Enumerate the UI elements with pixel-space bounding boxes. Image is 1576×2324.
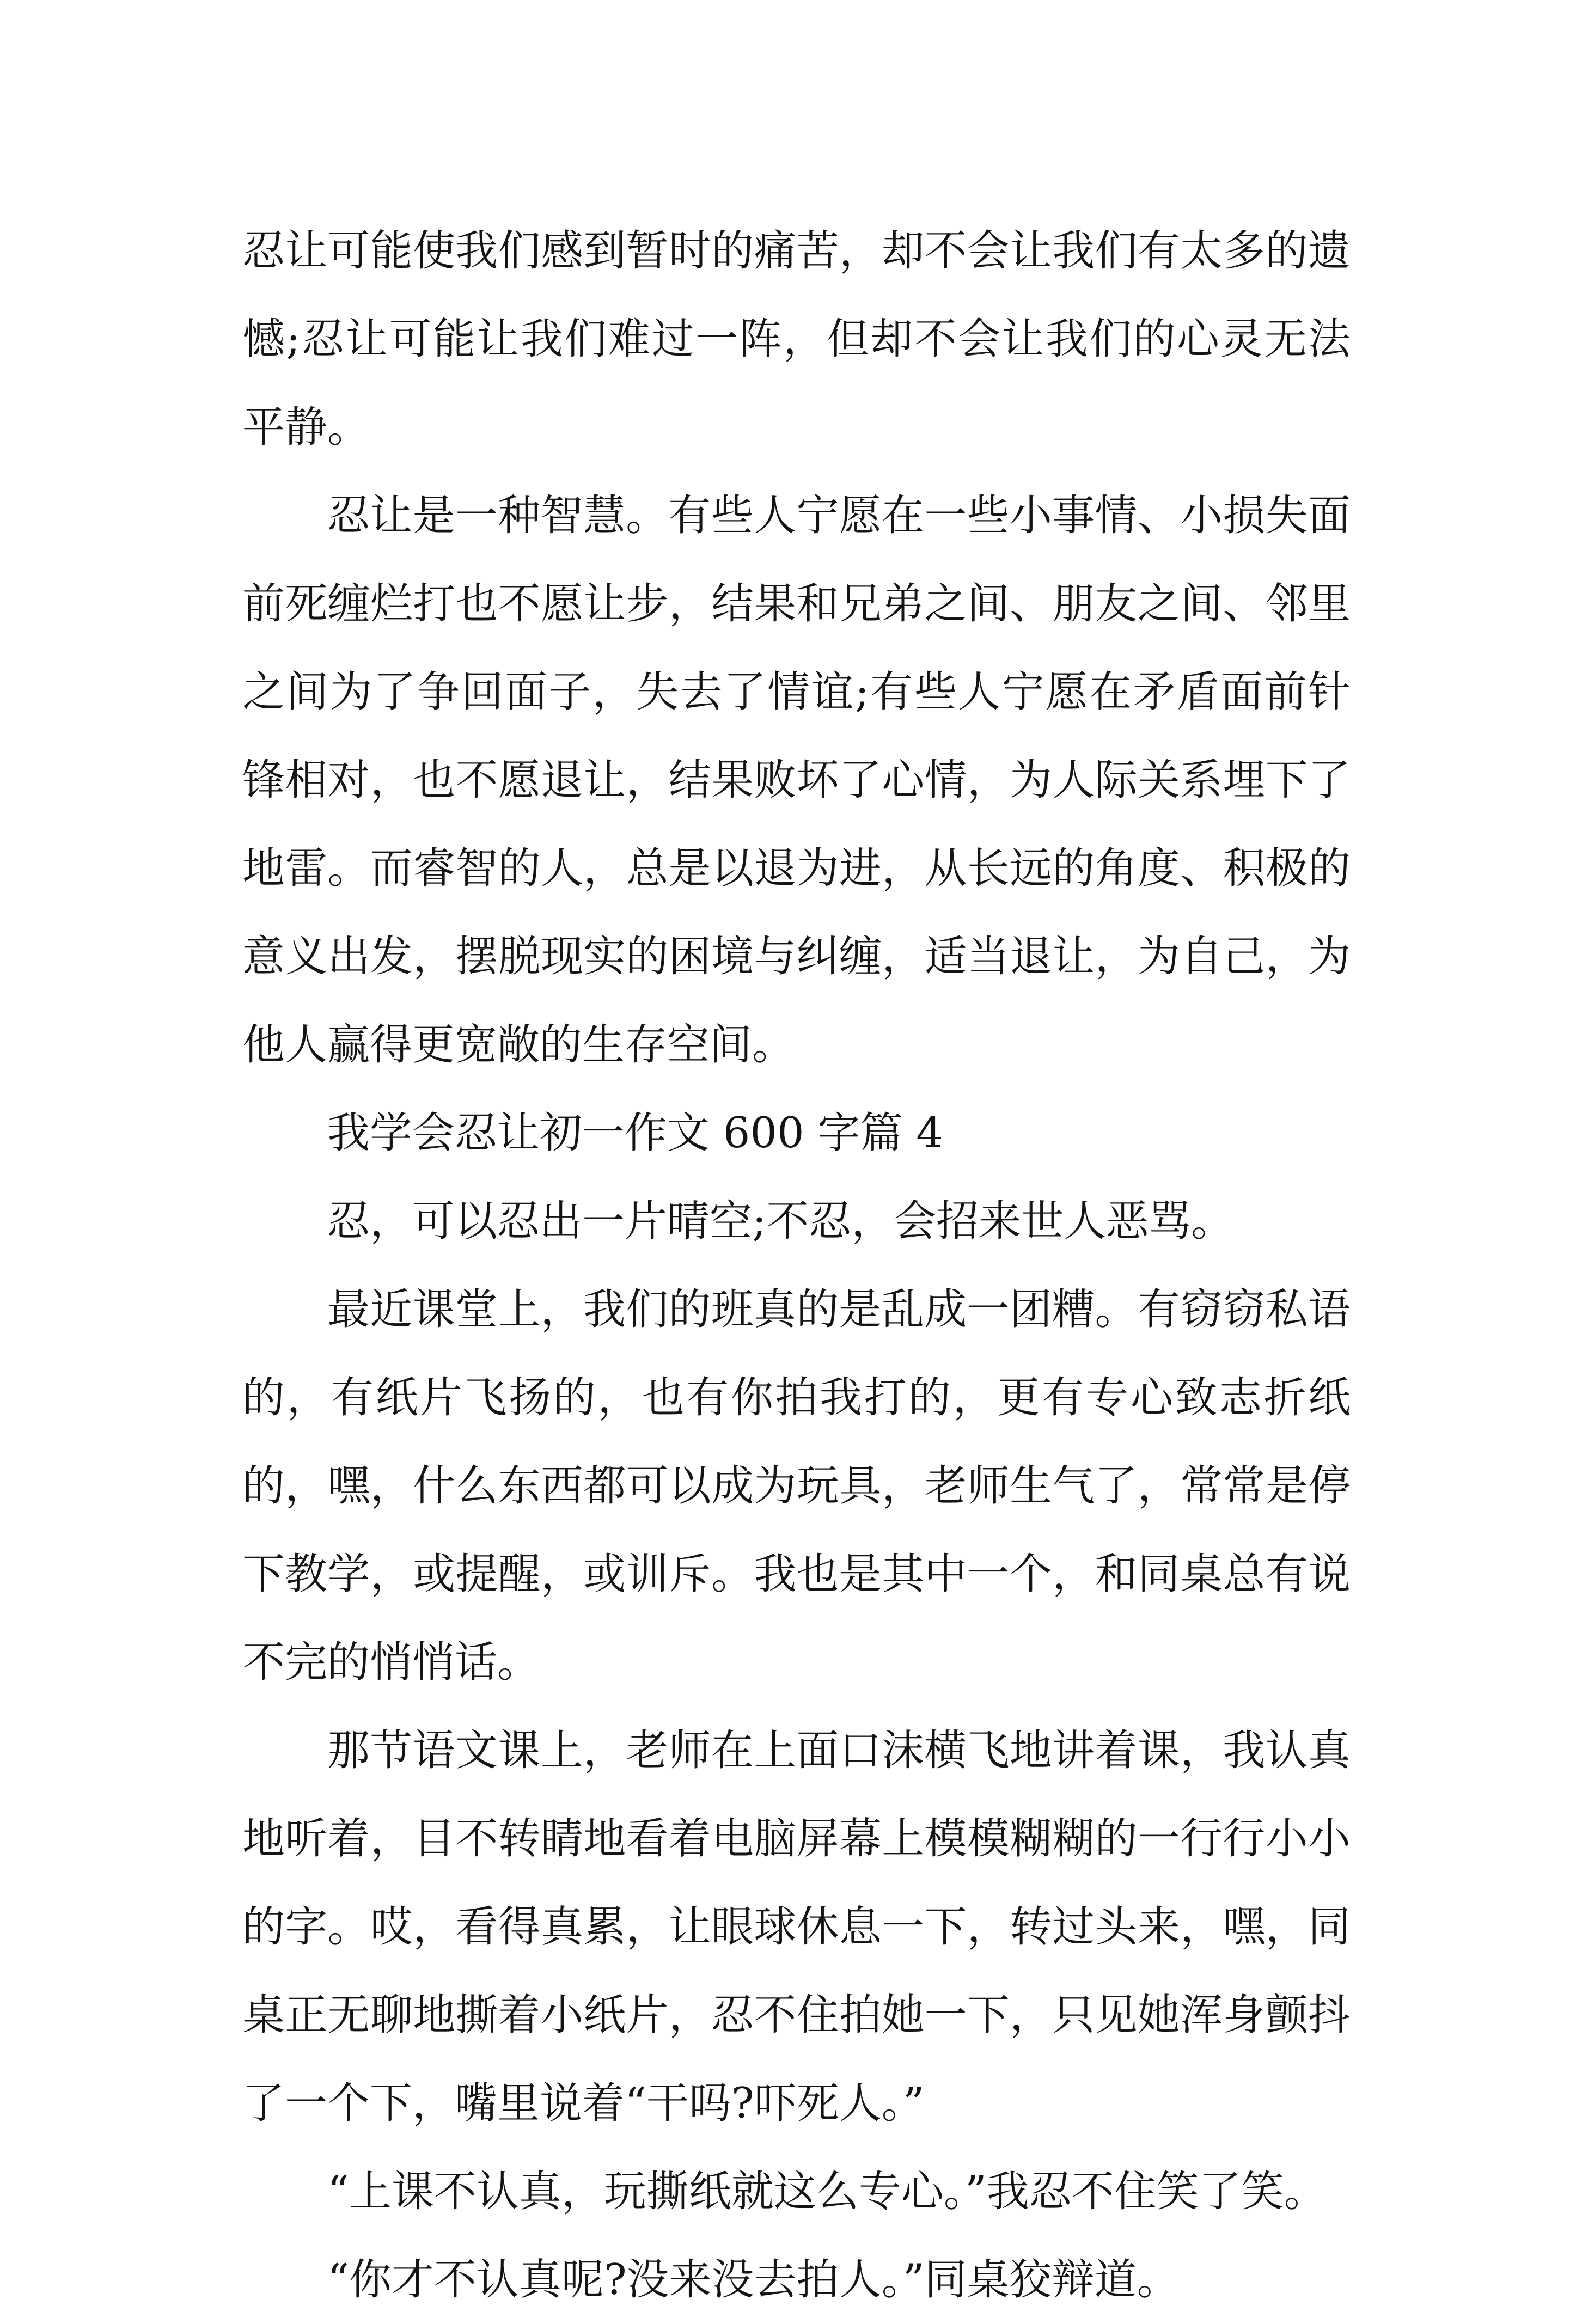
paragraph-4: 最近课堂上，我们的班真的是乱成一团糟。有窃窃私语的，有纸片飞扬的，也有你拍我打的，更有专心致志折纸的，嘿，什么东西都可以成为玩具，老师生气了，常常是停下教学，或提醒，或训斥。我也是其中一个，和同桌总有说不完的悄悄话。 — [242, 1285, 1351, 1687]
document-body — [242, 207, 1351, 2324]
paragraph-6: “上课不认真，玩撕纸就这么专心。”我忍不住笑了笑。 — [327, 2167, 1327, 2216]
paragraph-1: 忍让可能使我们感到暂时的痛苦，却不会让我们有太多的遗憾;忍让可能让我们难过一阵，但却不会让我们的心灵无法平静。 — [242, 227, 1351, 452]
paragraph-2: 忍让是一种智慧。有些人宁愿在一些小事情、小损失面前死缠烂打也不愿让步，结果和兄弟之间、朋友之间、邻里之间为了争回面子，失去了情谊;有些人宁愿在矛盾面前针锋相对，也不愿退让，结果败坏了心情，为人际关系埋下了地雷。而睿智的人，总是以退为进，从长远的角度、积极的意义出发，摆脱现实的困境与纠缠，适当退让，为自己，为他人赢得更宽敞的生存空间。 — [242, 491, 1351, 1069]
paragraph-5: 那节语文课上，老师在上面口沫横飞地讲着课，我认真地听着，目不转睛地看着电脑屏幕上模模糊糊的一行行小小的字。哎，看得真累，让眼球休息一下，转过头来，嘿，同桌正无聊地撕着小纸片，忍不住拍她一下，只见她浑身颤抖了一个下，嘴里说着“干吗?吓死人。” — [242, 1726, 1351, 2128]
section-heading: 我学会忍让初一作文 600 字篇 4 — [327, 1109, 943, 1158]
paragraph-3: 忍，可以忍出一片晴空;不忍，会招来世人恶骂。 — [327, 1197, 1234, 1246]
paragraph-7: “你才不认真呢?没来没去拍人。”同桌狡辩道。 — [327, 2255, 1180, 2304]
